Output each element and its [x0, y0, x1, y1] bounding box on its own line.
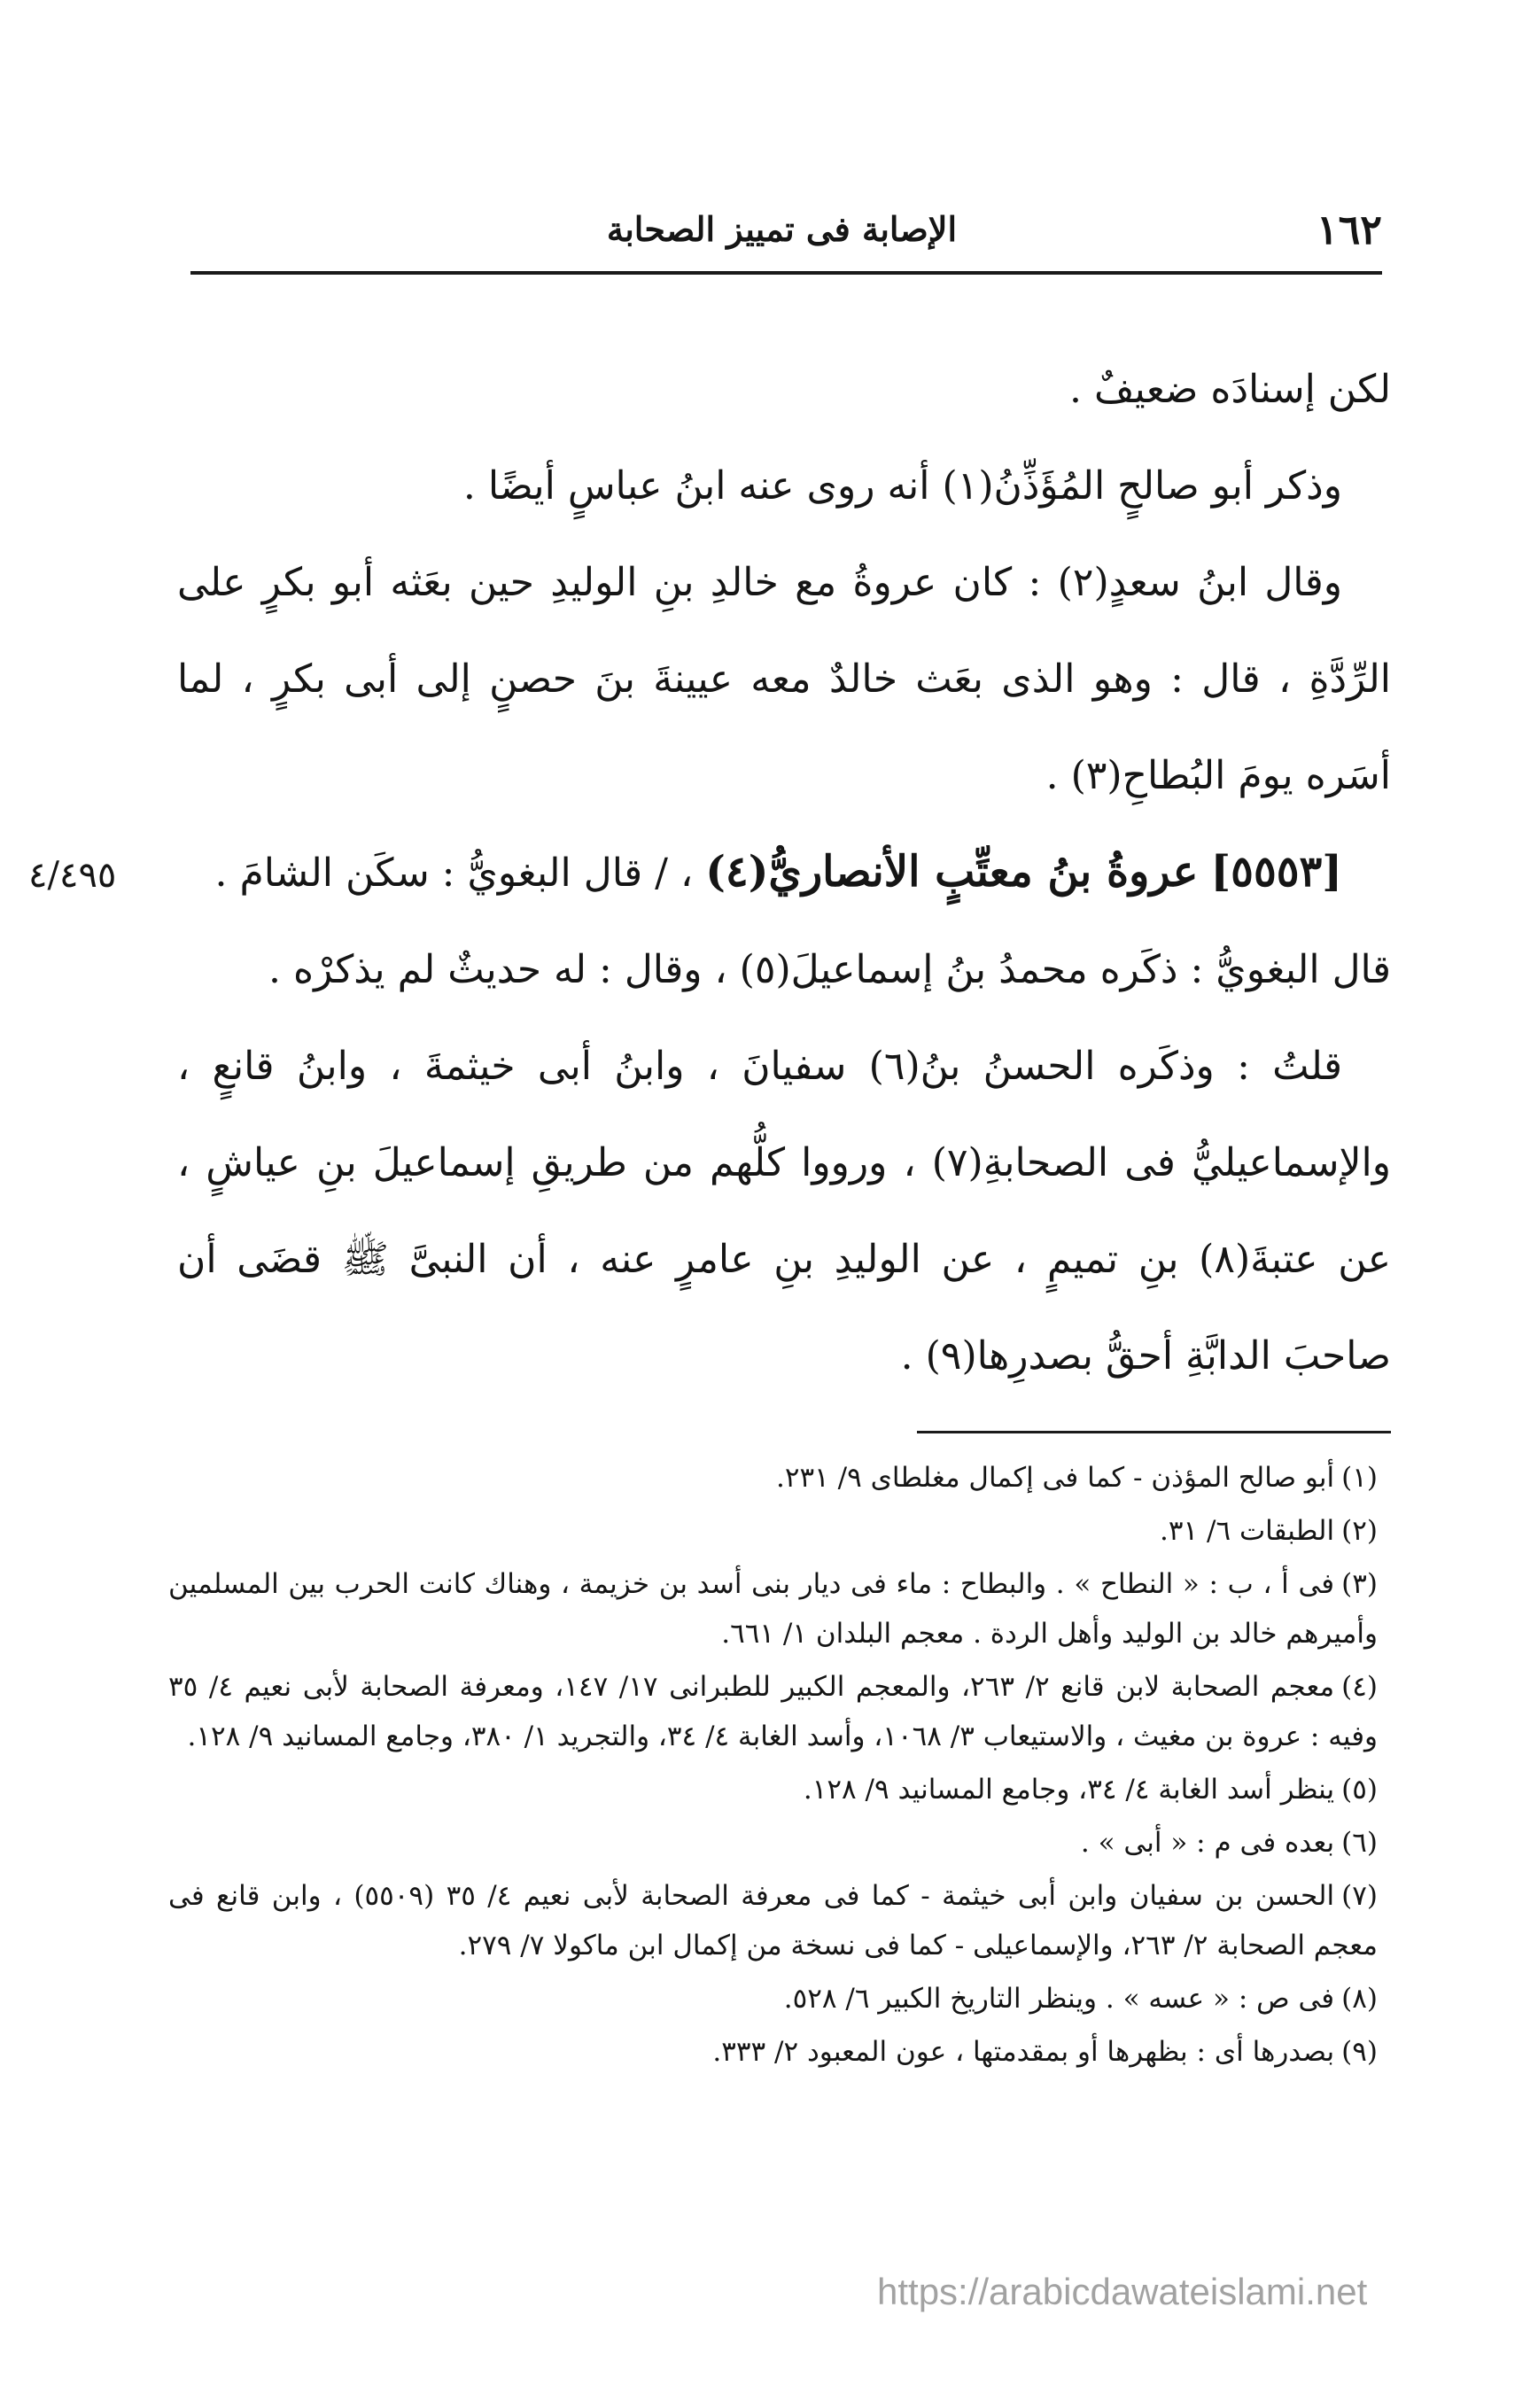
footnote-text: فى ص : « عسه » . وينظر التاريخ الكبير ٦/ ٥٢٨.	[783, 1983, 1335, 2015]
footnote	[168, 1871, 1378, 1970]
footnote-text: أبو صالح المؤذن - كما فى إكمال مغلطاى ٩/ ٢٣١.	[775, 1462, 1335, 1494]
footnote-text: بصدرها أى : بظهرها أو بمقدمتها ، عون المعبود ٢/ ٣٣٣.	[712, 2036, 1335, 2068]
paragraph: لكن إسنادَه ضعيفٌ .	[1069, 367, 1391, 412]
footnote-text: معجم الصحابة لابن قانع ٢/ ٢٦٣، والمعجم الكبير للطبرانى ١٧/ ١٤٧، ومعرفة الصحابة لأبى نعيم ٤/ ٣٥ وفيه : عروة بن مغيث ، والاستيعاب ٣/ ١٠٦٨، وأسد الغابة ٤/ ٣٤، والتجريد ١/ ٣٨٠، وجامع المسانيد ٩/ ١٢٨.	[168, 1671, 1378, 1752]
footnote-marker: (٢)	[1341, 1515, 1378, 1547]
footnote-text: الحسن بن سفيان وابن أبى خيثمة - كما فى معرفة الصحابة لأبى نعيم ٤/ ٣٥ (٥٥٠٩) ، وابن قانع فى معجم الصحابة ٢/ ٢٦٣، والإسماعيلى - كما فى نسخة من إكمال ابن ماكولا ٧/ ٢٧٩.	[168, 1880, 1378, 1961]
footnote-text: ينظر أسد الغابة ٤/ ٣٤، وجامع المسانيد ٩/ ١٢٨.	[803, 1774, 1335, 1806]
footnote-text: فى أ ، ب : « النطاح » . والبطاح : ماء فى ديار بنى أسد بن خزيمة ، وهناك كانت الحرب بين المسلمين وأميرهم خالد بن الوليد وأهل الردة . معجم البلدان ١/ ٦٦١.	[168, 1568, 1378, 1650]
footnote	[168, 1506, 1378, 1556]
entry-number: [٥٥٥٣]	[1210, 847, 1342, 897]
paragraph: قلتُ : وذكَره الحسنُ بنُ(٦) سفيانَ ، وابنُ أبى خيثمةَ ، وابنُ قانعٍ ، والإسماعيليُّ فى الصحابةِ(٧) ، ورووا كلُّهم من طريقِ إسماعيلَ بنِ عياشٍ ، عن عتبةَ(٨) بنِ تميمٍ ، عن الوليدِ بنِ عامرٍ عنه ، أن النبىَّ ﷺ قضَى أن صاحبَ الدابَّةِ أحقُّ بصدرِها(٩) .	[177, 1044, 1392, 1379]
running-title: الإصابة فى تمييز الصحابة	[606, 209, 957, 249]
footnote-marker: (٧)	[1341, 1880, 1378, 1912]
footnote-marker: (٥)	[1341, 1774, 1378, 1806]
page-number: ١٦٢	[1316, 206, 1382, 253]
margin-reference: ٤/٤٩٥	[28, 855, 117, 896]
footnote	[168, 2027, 1378, 2077]
watermark-url: https://arabicdawateislami.net	[877, 2271, 1368, 2312]
footnote-marker: (١)	[1341, 1462, 1378, 1494]
footnote-text: الطبقات ٦/ ٣١.	[1159, 1515, 1335, 1547]
footnote-marker: (٨)	[1341, 1983, 1378, 2015]
footnotes-list	[168, 1453, 1378, 2080]
paragraph: وقال ابنُ سعدٍ(٢) : كان عروةُ مع خالدِ بنِ الوليدِ حين بعَثه أبو بكرٍ على الرِّدَّةِ ، قال : وهو الذى بعَث خالدٌ معه عيينةَ بنَ حصنٍ إلى أبى بكرٍ ، لما أسَره يومَ البُطاحِ(٣) .	[177, 560, 1391, 798]
footnote-marker: (٦)	[1341, 1827, 1378, 1859]
footnote	[168, 1559, 1378, 1658]
footnote	[168, 1453, 1378, 1503]
footnote-text: بعده فى م : « أبى » .	[1080, 1827, 1335, 1859]
footnote-marker: (٤)	[1341, 1671, 1378, 1703]
page-header	[190, 202, 1382, 275]
entry-text: ، / قال البغويُّ : سكَن الشامَ .	[214, 851, 694, 896]
footnote	[168, 1765, 1378, 1814]
footnote-separator	[917, 1431, 1391, 1433]
footnote-marker: (٩)	[1341, 2036, 1378, 2068]
footnote	[168, 1818, 1378, 1868]
footnote-marker: (٣)	[1341, 1568, 1378, 1600]
paragraph: وذكر أبو صالحٍ المُؤَذِّنُ(١) أنه روى عنه ابنُ عباسٍ أيضًا .	[462, 463, 1342, 509]
footnote	[168, 1974, 1378, 2023]
paragraph: قال البغويُّ : ذكَره محمدُ بنُ إسماعيلَ(٥) ، وقال : له حديثٌ لم يذكرْه .	[268, 947, 1391, 992]
main-text	[177, 341, 1391, 1404]
entry-heading	[177, 824, 1391, 921]
entry-name: عروةُ بنُ معتِّبٍ الأنصاريُّ(٤)	[705, 847, 1199, 897]
footnote	[168, 1662, 1378, 1761]
